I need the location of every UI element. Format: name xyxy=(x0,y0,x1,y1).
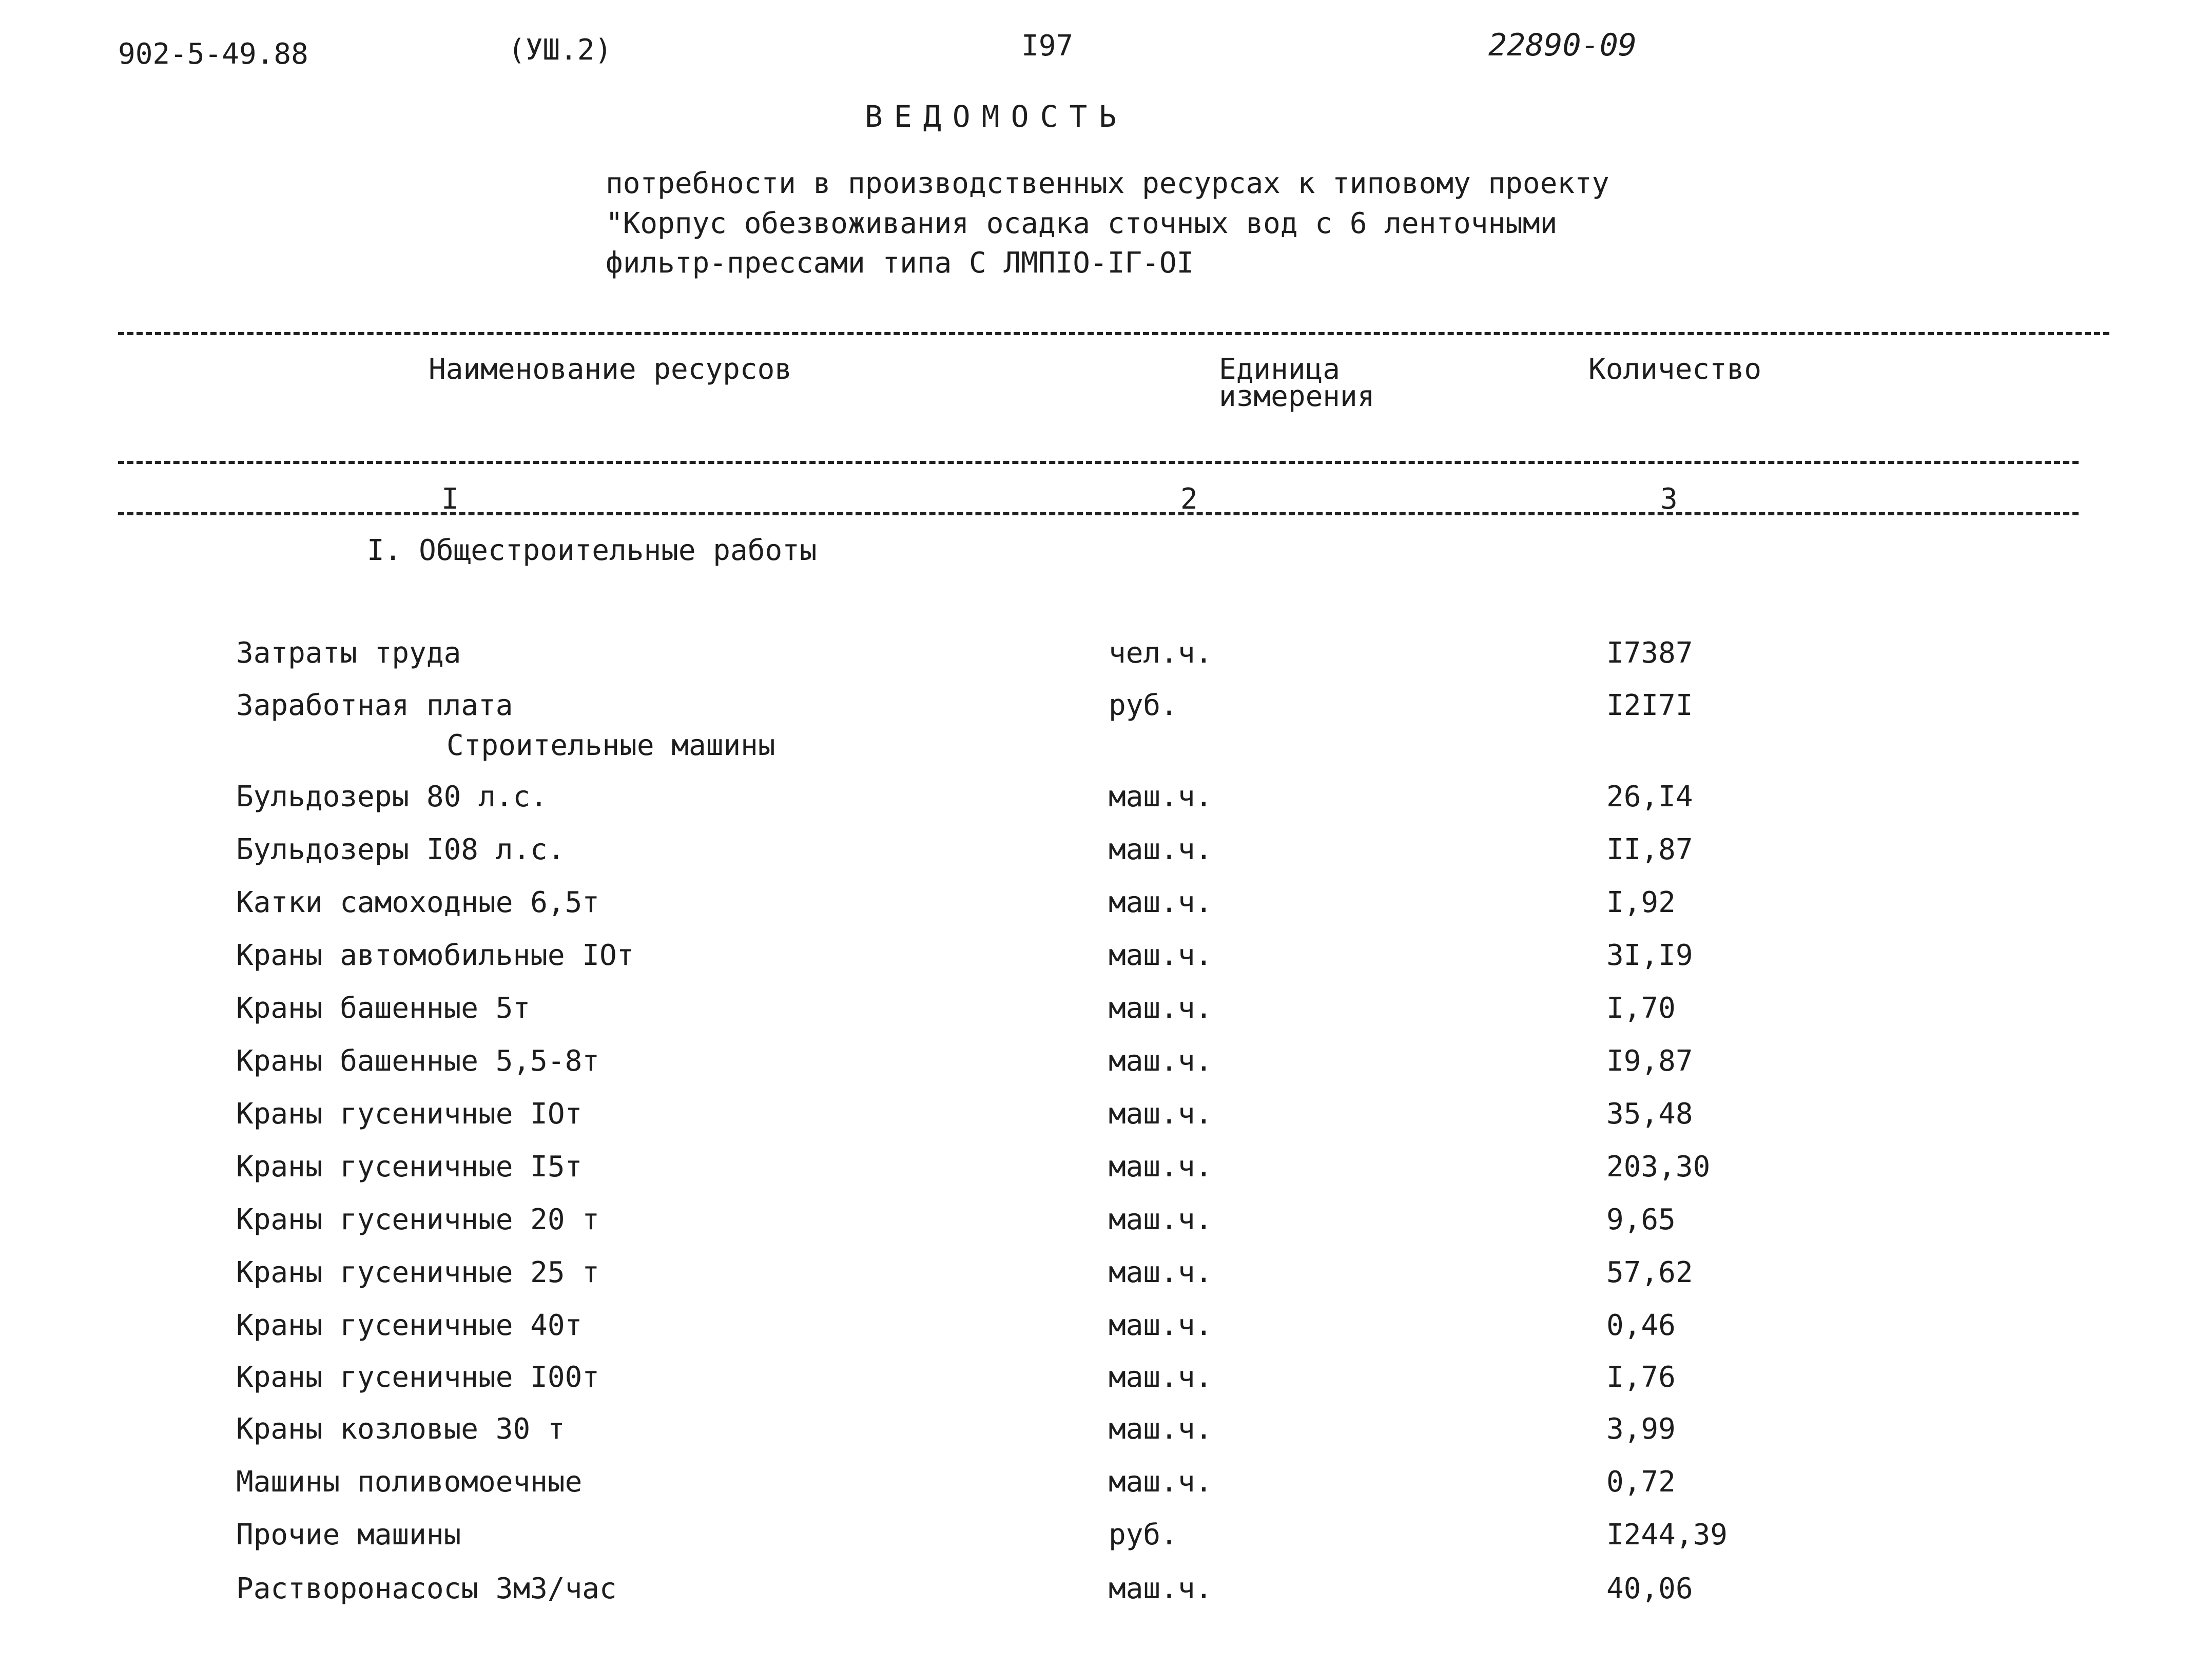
row-14-name: Краны гусеничные I00т xyxy=(236,1361,600,1394)
row-8-unit: маш.ч. xyxy=(1109,1044,1213,1078)
header-quantity: Количество xyxy=(1588,353,1762,386)
row-14-qty: I,76 xyxy=(1606,1361,1676,1394)
row-18-unit: маш.ч. xyxy=(1109,1572,1213,1605)
row-14-unit: маш.ч. xyxy=(1109,1361,1213,1394)
subsection-title: Строительные машины xyxy=(447,729,775,762)
row-6-name: Краны автомобильные IOт xyxy=(236,939,634,972)
row-13-unit: маш.ч. xyxy=(1109,1309,1213,1342)
row-5-qty: I,92 xyxy=(1606,886,1676,919)
row-18-qty: 40,06 xyxy=(1606,1572,1693,1605)
row-13-name: Краны гусеничные 40т xyxy=(236,1309,583,1342)
page-number: I97 xyxy=(1021,29,1074,63)
header-unit-line-2: измерения xyxy=(1219,380,1375,413)
row-11-unit: маш.ч. xyxy=(1109,1203,1213,1236)
row-8-qty: I9,87 xyxy=(1606,1044,1693,1078)
subtitle-line-2: "Корпус обезвоживания осадка сточных вод с 6 ленточными xyxy=(606,207,1558,240)
row-6-unit: маш.ч. xyxy=(1109,939,1213,972)
row-4-name: Бульдозеры I08 л.с. xyxy=(236,833,565,866)
row-6-qty: 3I,I9 xyxy=(1606,939,1693,972)
row-16-qty: 0,72 xyxy=(1606,1465,1676,1499)
row-16-name: Машины поливомоечные xyxy=(236,1465,583,1499)
row-5-unit: маш.ч. xyxy=(1109,886,1213,919)
row-2-name: Заработная плата xyxy=(236,689,513,722)
row-3-name: Бульдозеры 80 л.с. xyxy=(236,780,548,813)
row-18-name: Растворонасосы 3м3/час xyxy=(236,1572,617,1605)
row-3-qty: 26,I4 xyxy=(1606,780,1693,813)
column-number-1: I xyxy=(441,482,459,516)
row-4-unit: маш.ч. xyxy=(1109,833,1213,866)
row-9-unit: маш.ч. xyxy=(1109,1097,1213,1131)
row-4-qty: II,87 xyxy=(1606,833,1693,866)
document-code: 902-5-49.88 xyxy=(118,37,308,71)
inventory-number: 22890-09 xyxy=(1488,27,1637,63)
row-9-qty: 35,48 xyxy=(1606,1097,1693,1131)
row-8-name: Краны башенные 5,5-8т xyxy=(236,1044,600,1078)
row-9-name: Краны гусеничные IOт xyxy=(236,1097,583,1131)
subtitle-line-3: фильтр-прессами типа С ЛМПIO-IГ-OI xyxy=(606,246,1194,280)
table-top-rule xyxy=(118,332,2109,335)
row-2-qty: I2I7I xyxy=(1606,689,1693,722)
row-2-unit: руб. xyxy=(1109,689,1178,722)
row-10-qty: 203,30 xyxy=(1606,1150,1711,1184)
row-1-unit: чел.ч. xyxy=(1109,636,1213,670)
row-16-unit: маш.ч. xyxy=(1109,1465,1213,1499)
row-11-name: Краны гусеничные 20 т xyxy=(236,1203,600,1236)
row-1-name: Затраты труда xyxy=(236,636,461,670)
row-17-unit: руб. xyxy=(1109,1518,1178,1552)
row-1-qty: I7387 xyxy=(1606,636,1693,670)
row-3-unit: маш.ч. xyxy=(1109,780,1213,813)
row-12-qty: 57,62 xyxy=(1606,1256,1693,1289)
header-name: Наименование ресурсов xyxy=(429,353,792,386)
row-15-qty: 3,99 xyxy=(1606,1412,1676,1446)
column-number-2: 2 xyxy=(1180,482,1198,516)
row-10-name: Краны гусеничные I5т xyxy=(236,1150,583,1184)
row-17-name: Прочие машины xyxy=(236,1518,461,1552)
row-15-unit: маш.ч. xyxy=(1109,1412,1213,1446)
row-5-name: Катки самоходные 6,5т xyxy=(236,886,600,919)
row-11-qty: 9,65 xyxy=(1606,1203,1676,1236)
header-unit-line-1: Единица xyxy=(1219,353,1341,386)
row-7-qty: I,70 xyxy=(1606,992,1676,1025)
header-bottom-rule xyxy=(118,461,2079,464)
section-title: I. Общестроительные работы xyxy=(367,534,817,567)
row-7-unit: маш.ч. xyxy=(1109,992,1213,1025)
subtitle-line-1: потребности в производственных ресурсах к типовому проекту xyxy=(606,167,1609,200)
row-12-name: Краны гусеничные 25 т xyxy=(236,1256,600,1289)
section-code: (УШ.2) xyxy=(508,33,612,67)
row-10-unit: маш.ч. xyxy=(1109,1150,1213,1184)
column-numbers-rule xyxy=(118,512,2079,515)
row-13-qty: 0,46 xyxy=(1606,1309,1676,1342)
row-12-unit: маш.ч. xyxy=(1109,1256,1213,1289)
document-title: ВЕДОМОСТЬ xyxy=(865,99,1128,134)
column-number-3: 3 xyxy=(1660,482,1678,516)
row-15-name: Краны козловые 30 т xyxy=(236,1412,565,1446)
row-17-qty: I244,39 xyxy=(1606,1518,1728,1552)
row-7-name: Краны башенные 5т xyxy=(236,992,531,1025)
